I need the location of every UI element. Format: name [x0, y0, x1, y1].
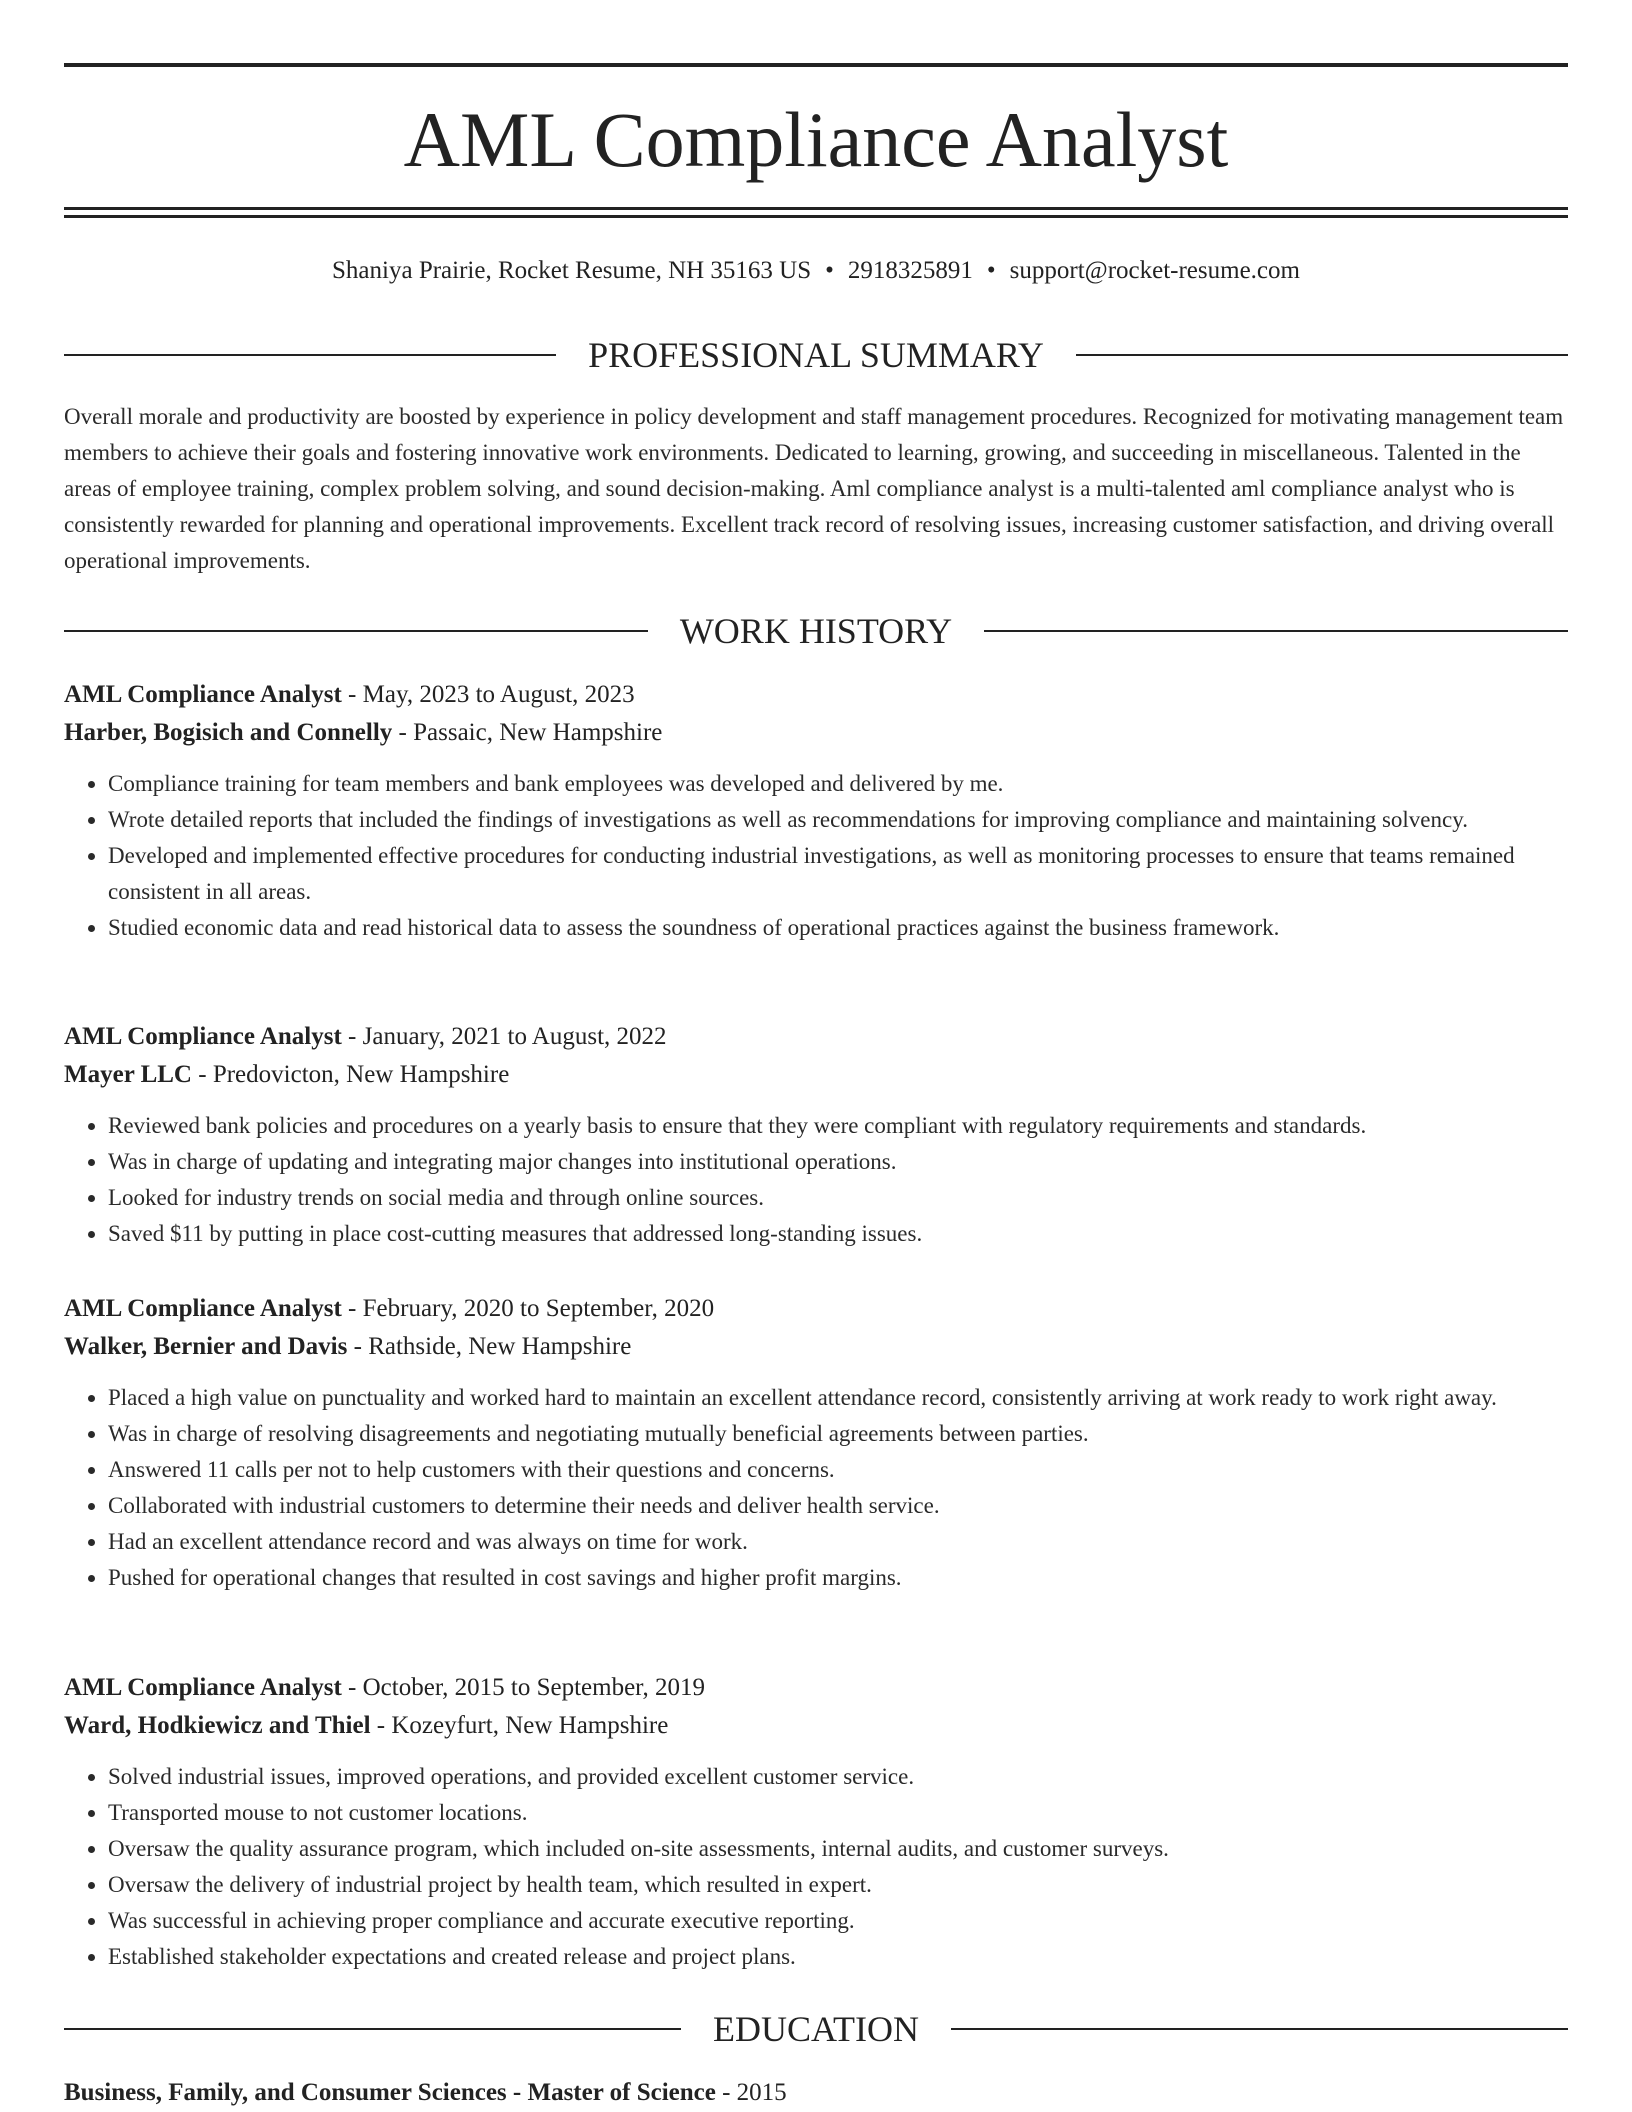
section-title: PROFESSIONAL SUMMARY — [588, 335, 1044, 375]
job-company-row — [64, 1328, 1568, 1366]
top-rule — [64, 63, 1568, 67]
job-company: Mayer LLC — [64, 1061, 192, 1088]
job-entry — [64, 1290, 1568, 1596]
divider-line — [64, 630, 648, 632]
list-item: • Looked for industry trends on social media and through online sources. — [108, 1180, 1568, 1216]
job-title: AML Compliance Analyst — [64, 1674, 342, 1701]
job-company-row — [64, 1707, 1568, 1745]
contact-email: support@rocket-resume.com — [1009, 257, 1300, 284]
section-title: EDUCATION — [713, 2009, 919, 2049]
title-double-rule-lower — [64, 215, 1568, 218]
list-item: • Compliance training for team members and bank employees was developed and delivered by me. — [108, 766, 1568, 802]
job-title-row — [64, 676, 1568, 714]
list-item: • Wrote detailed reports that included the findings of investigations as well as recommendations for improving compliance and maintaining solvency. — [108, 802, 1568, 838]
education-degree: Business, Family, and Consumer Sciences - Master of Science — [64, 2079, 716, 2106]
page-title: AML Compliance Analyst — [403, 96, 1229, 183]
job-bullets — [64, 1108, 1568, 1252]
job-location: - Rathside, New Hampshire — [347, 1333, 632, 1360]
list-item: • Answered 11 calls per not to help customers with their questions and concerns. — [108, 1452, 1568, 1488]
job-title-row — [64, 1290, 1568, 1328]
list-item: • Oversaw the delivery of industrial project by health team, which resulted in expert. — [108, 1867, 1568, 1903]
job-company: Ward, Hodkiewicz and Thiel — [64, 1712, 371, 1739]
job-company: Harber, Bogisich and Connelly — [64, 719, 393, 746]
job-company-row — [64, 1056, 1568, 1094]
contact-line — [64, 254, 1568, 288]
list-item: • Reviewed bank policies and procedures on a yearly basis to ensure that they were compliant with regulatory requirements and standards. — [108, 1108, 1568, 1144]
professional-summary-text: Overall morale and productivity are boosted by experience in policy development and staff management procedures. Recognized for motivating management team members to achieve their goals and fostering innovative work environments. Dedicated to learning, growing, and succeeding in miscellaneous. Talented in the areas of employee training, complex problem solving, and sound decision-making. Aml compliance analyst is a multi-talented aml compliance analyst who is consistently rewarded for planning and operational improvements. Excellent track record of resolving issues, increasing customer satisfaction, and driving overall operational improvements. — [64, 404, 1564, 573]
job-bullets — [64, 766, 1568, 946]
job-dates: - October, 2015 to September, 2019 — [341, 1674, 705, 1701]
education-section-heading — [64, 2006, 1568, 2052]
job-company: Walker, Bernier and Davis — [64, 1333, 348, 1360]
list-item: • Was in charge of resolving disagreements and negotiating mutually beneficial agreements between parties. — [108, 1416, 1568, 1452]
job-location: - Kozeyfurt, New Hampshire — [370, 1712, 669, 1739]
list-item: • Was in charge of updating and integrating major changes into institutional operations. — [108, 1144, 1568, 1180]
job-title: AML Compliance Analyst — [64, 1295, 342, 1322]
job-bullets — [64, 1759, 1568, 1975]
job-location: - Passaic, New Hampshire — [392, 719, 663, 746]
job-title-row — [64, 1018, 1568, 1056]
job-entry — [64, 676, 1568, 946]
list-item: • Transported mouse to not customer locations. — [108, 1795, 1568, 1831]
list-item: • Oversaw the quality assurance program, which included on-site assessments, internal audits, and customer surveys. — [108, 1831, 1568, 1867]
job-entry — [64, 1669, 1568, 1975]
divider-line — [64, 354, 556, 356]
list-item: • Had an excellent attendance record and was always on time for work. — [108, 1524, 1568, 1560]
list-item: • Solved industrial issues, improved operations, and provided excellent customer service. — [108, 1759, 1568, 1795]
job-bullets — [64, 1380, 1568, 1596]
job-title: AML Compliance Analyst — [64, 1023, 342, 1050]
list-item: • Pushed for operational changes that resulted in cost savings and higher profit margins. — [108, 1560, 1568, 1596]
section-title: WORK HISTORY — [679, 611, 953, 651]
education-year: - 2015 — [715, 2079, 787, 2106]
work-history-section-heading — [64, 608, 1568, 654]
summary-section-heading — [64, 332, 1568, 378]
job-entry — [64, 1018, 1568, 1252]
contact-separator: • — [986, 257, 996, 284]
divider-line — [984, 630, 1568, 632]
divider-line — [1076, 354, 1568, 356]
job-title: AML Compliance Analyst — [64, 681, 342, 708]
list-item: • Was successful in achieving proper compliance and accurate executive reporting. — [108, 1903, 1568, 1939]
job-title-row — [64, 1669, 1568, 1707]
contact-separator: • — [825, 257, 834, 284]
list-item: • Collaborated with industrial customers to determine their needs and deliver health service. — [108, 1488, 1568, 1524]
list-item: • Saved $11 by putting in place cost-cutting measures that addressed long-standing issues. — [108, 1216, 1568, 1252]
education-entry — [64, 2074, 1568, 2112]
job-dates: - January, 2021 to August, 2022 — [341, 1023, 667, 1050]
contact-phone: 2918325891 — [847, 257, 973, 284]
title-double-rule-upper — [64, 207, 1568, 210]
list-item: • Placed a high value on punctuality and worked hard to maintain an excellent attendance record, consistently arriving at work ready to work right away. — [108, 1380, 1568, 1416]
divider-line — [951, 2028, 1568, 2030]
job-dates: - February, 2020 to September, 2020 — [341, 1295, 715, 1322]
list-item: • Established stakeholder expectations and created release and project plans. — [108, 1939, 1568, 1975]
job-dates: - May, 2023 to August, 2023 — [341, 681, 635, 708]
list-item: • Studied economic data and read historical data to assess the soundness of operational practices against the business framework. — [108, 910, 1568, 946]
job-company-row — [64, 714, 1568, 752]
list-item: • Developed and implemented effective procedures for conducting industrial investigations, as well as monitoring processes to ensure that teams remained consistent in all areas. — [108, 838, 1568, 910]
divider-line — [64, 2028, 681, 2030]
job-location: - Predovicton, New Hampshire — [192, 1061, 510, 1088]
contact-address: Shaniya Prairie, Rocket Resume, NH 35163 US — [332, 257, 812, 284]
